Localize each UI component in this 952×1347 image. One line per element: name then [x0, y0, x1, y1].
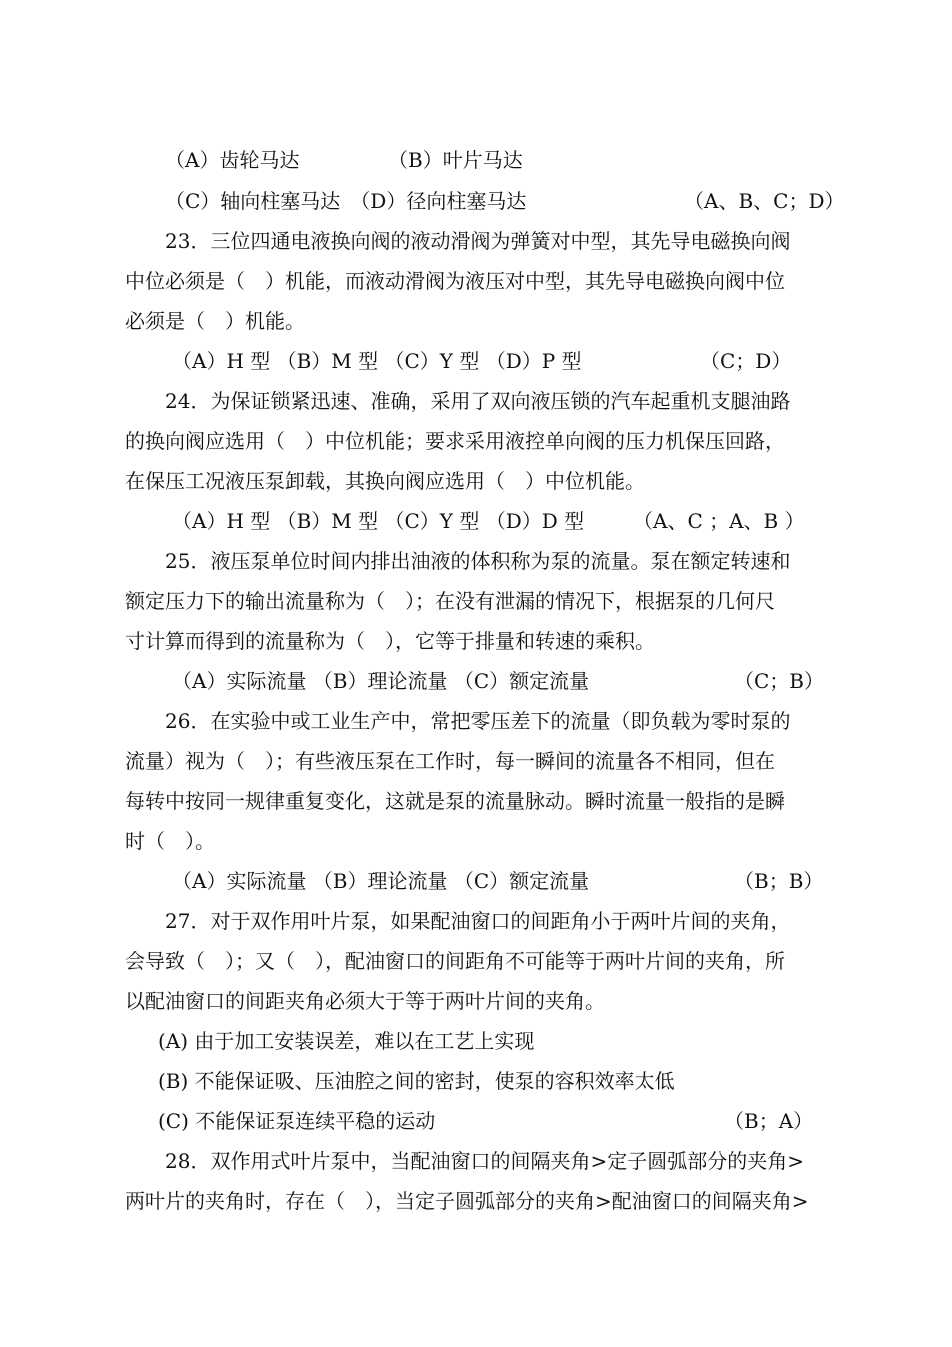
question-line: 在保压工况液压泵卸载，其换向阀应选用（ ）中位机能。: [125, 469, 645, 493]
option-line: (C) 不能保证泵连续平稳的运动: [158, 1109, 436, 1133]
question-line: 流量）视为（ ）；有些液压泵在工作时，每一瞬间的流量各不相同，但在: [125, 749, 775, 773]
option-line: (B) 不能保证吸、压油腔之间的密封，使泵的容积效率太低: [158, 1069, 675, 1093]
answer-key: （C；D）: [700, 349, 792, 373]
question-line: 额定压力下的输出流量称为（ ）；在没有泄漏的情况下，根据泵的几何尺: [125, 589, 775, 613]
answer-key: （B；B）: [734, 869, 824, 893]
option-line: （A）H 型 （B）M 型 （C）Y 型 （D）P 型: [172, 349, 582, 373]
option-line: （B）叶片马达: [388, 148, 523, 172]
option-line: （C）轴向柱塞马达 （D）径向柱塞马达: [165, 189, 527, 213]
question-line: 会导致（ ）；又（ ），配油窗口的间距角不可能等于两叶片间的夹角，所: [125, 949, 785, 973]
question-line: 寸计算而得到的流量称为（ ），它等于排量和转速的乘积。: [125, 629, 655, 653]
option-line: (A) 由于加工安装误差，难以在工艺上实现: [158, 1029, 535, 1053]
question-line: 26．在实验中或工业生产中，常把零压差下的流量（即负载为零时泵的: [165, 709, 791, 733]
answer-key: （C；B）: [734, 669, 824, 693]
answer-key: （A、C ；A、B ）: [633, 509, 805, 533]
answer-key: （B；A）: [724, 1109, 814, 1133]
option-line: （A）H 型 （B）M 型 （C）Y 型 （D）D 型: [172, 509, 585, 533]
question-line: 的换向阀应选用（ ）中位机能；要求采用液控单向阀的压力机保压回路，: [125, 429, 785, 453]
question-line: 两叶片的夹角时，存在（ ），当定子圆弧部分的夹角>配油窗口的间隔夹角>: [125, 1189, 809, 1213]
question-line: 时（ ）。: [125, 829, 215, 853]
question-line: 25．液压泵单位时间内排出油液的体积称为泵的流量。泵在额定转速和: [165, 549, 791, 573]
question-line: 中位必须是（ ）机能，而液动滑阀为液压对中型，其先导电磁换向阀中位: [125, 269, 785, 293]
question-line: 28．双作用式叶片泵中，当配油窗口的间隔夹角>定子圆弧部分的夹角>: [165, 1149, 804, 1173]
question-line: 23．三位四通电液换向阀的液动滑阀为弹簧对中型，其先导电磁换向阀: [165, 229, 791, 253]
option-line: （A）齿轮马达: [165, 148, 300, 172]
question-line: 24．为保证锁紧迅速、准确，采用了双向液压锁的汽车起重机支腿油路: [165, 389, 791, 413]
question-line: 每转中按同一规律重复变化，这就是泵的流量脉动。瞬时流量一般指的是瞬: [125, 789, 785, 813]
question-line: 必须是（ ）机能。: [125, 309, 305, 333]
option-line: （A）实际流量 （B）理论流量 （C）额定流量: [172, 669, 590, 693]
question-line: 以配油窗口的间距夹角必须大于等于两叶片间的夹角。: [125, 989, 605, 1013]
question-line: 27．对于双作用叶片泵，如果配油窗口的间距角小于两叶片间的夹角，: [165, 909, 791, 933]
option-line: （A）实际流量 （B）理论流量 （C）额定流量: [172, 869, 590, 893]
answer-key: （A、B、C；D）: [684, 189, 845, 213]
